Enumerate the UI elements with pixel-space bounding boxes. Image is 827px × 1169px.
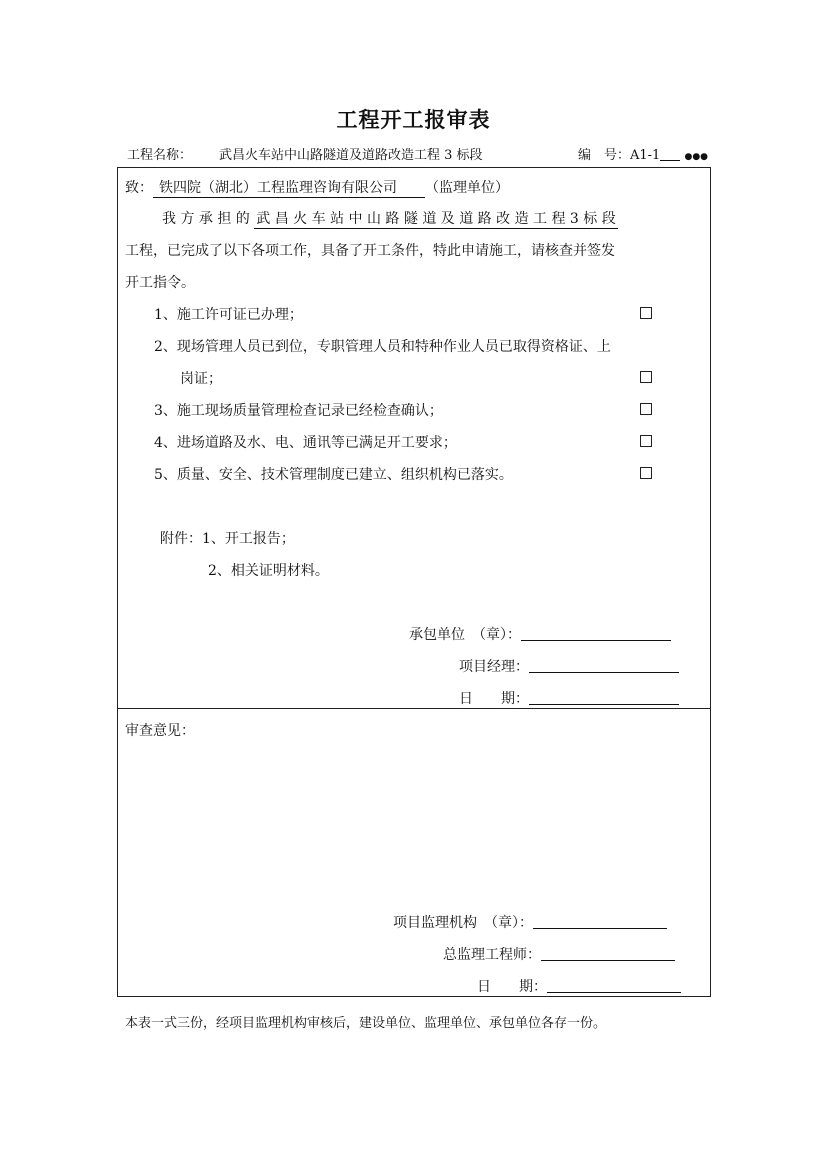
review-section [117, 707, 711, 997]
checklist-item-1: 1、施工许可证已办理； [154, 307, 303, 323]
to-label: 致： [125, 180, 153, 196]
chief-signature [443, 944, 675, 964]
date-label-1: 日 期： [459, 691, 529, 707]
chief-label: 总监理工程师： [443, 947, 541, 963]
checklist-item-2: 2、现场管理人员已到位，专职管理人员和特种作业人员已取得资格证、上 [154, 339, 611, 355]
checklist-item-5: 5、质量、安全、技术管理制度已建立、组织机构已落实。 [154, 467, 513, 483]
checklist-item-2-cont: 岗证； [180, 371, 222, 387]
checkbox-4[interactable] [640, 435, 652, 447]
project-underlined: 武 昌 火 车 站 中 山 路 隧 道 及 道 路 改 造 工 程 3 标 段 [254, 208, 617, 229]
date-field-2 [477, 976, 681, 996]
checkbox-5[interactable] [640, 467, 652, 479]
review-label: 审查意见： [125, 723, 195, 739]
project-name-label: 工程名称： [127, 148, 193, 163]
checkbox-1[interactable] [640, 307, 652, 319]
form-title: 工程开工报审表 [336, 107, 491, 132]
project-name-value: 武昌火车站中山路隧道及道路改造工程 3 标段 [219, 148, 483, 163]
date-line-2[interactable] [547, 978, 681, 993]
date-label-2: 日 期： [477, 979, 547, 995]
org-signature [393, 912, 667, 932]
checklist-item-4: 4、进场道路及水、电、通讯等已满足开工要求； [154, 435, 457, 451]
pm-signature [459, 656, 679, 676]
form-code-label: 编 号：A1-1 [578, 148, 661, 163]
form-code-blank[interactable] [660, 148, 680, 161]
contractor-signature-line[interactable] [521, 626, 671, 641]
to-line [125, 177, 509, 198]
contractor-label: 承包单位 （章）： [409, 627, 521, 643]
attachments-label: 附件：1、开工报告； [160, 531, 295, 547]
supervisor-org: 铁四院（湖北）工程监理咨询有限公司 [153, 177, 425, 198]
checklist-item-3: 3、施工现场质量管理检查记录已经检查确认； [154, 403, 443, 419]
checkbox-3[interactable] [640, 403, 652, 415]
org-signature-line[interactable] [533, 914, 667, 929]
para-start: 我 方 承 担 的 [162, 211, 250, 227]
para-line-2: 工程，已完成了以下各项工作，具备了开工条件，特此申请施工，请核查并签发 [125, 243, 615, 259]
para-line-3: 开工指令。 [125, 275, 195, 291]
attachment-2: 2、相关证明材料。 [208, 563, 329, 579]
org-label: 项目监理机构 （章）： [393, 915, 533, 931]
checkbox-2[interactable] [640, 371, 652, 383]
form-code [578, 144, 708, 163]
date-field-1 [459, 688, 679, 708]
para-line-1 [162, 208, 618, 229]
pm-label: 项目经理： [459, 659, 529, 675]
chief-signature-line[interactable] [541, 946, 675, 961]
pm-signature-line[interactable] [529, 658, 679, 673]
date-line-1[interactable] [529, 690, 679, 705]
supervisor-role: （监理单位） [425, 180, 509, 196]
footer-note: 本表一式三份，经项目监理机构审核后，建设单位、监理单位、承包单位各存一份。 [125, 1016, 607, 1031]
contractor-signature [409, 624, 671, 644]
application-section [117, 167, 711, 709]
form-code-mark: ●●● [684, 152, 709, 162]
